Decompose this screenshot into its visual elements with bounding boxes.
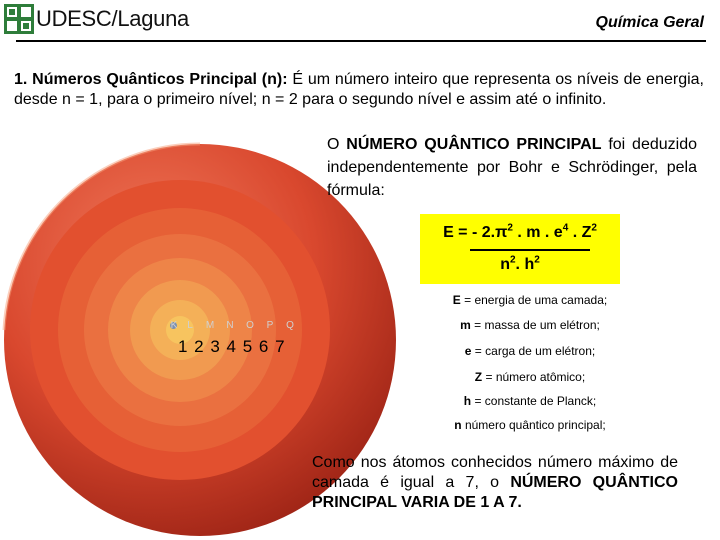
shell-letter: M	[205, 320, 215, 331]
brand-name: UDESC/Laguna	[36, 6, 189, 31]
formula-denominator	[420, 256, 620, 274]
legend-symbol: e	[464, 344, 472, 358]
shell-letter: O	[246, 320, 254, 331]
shell-letter-labels	[168, 320, 300, 331]
shell-letter: N	[226, 320, 234, 331]
legend-item	[400, 293, 660, 307]
legend-item	[400, 344, 660, 358]
legend-symbol: E	[452, 293, 461, 307]
shell-letter: L	[187, 320, 193, 331]
course-title: Química Geral	[595, 14, 704, 31]
formula-part: . Z	[568, 224, 592, 241]
legend-item	[400, 318, 660, 332]
legend-text: = constante de Planck;	[471, 394, 597, 408]
conclusion-paragraph	[312, 453, 678, 513]
formula-numerator	[420, 224, 620, 242]
header	[0, 0, 720, 42]
pi-symbol: π	[495, 224, 508, 241]
udesc-logo	[4, 4, 34, 34]
formula-exponent: 2	[507, 222, 513, 234]
legend-symbol: m	[460, 318, 471, 332]
formula-exponent: 2	[591, 222, 597, 234]
formula-part: . m . e	[512, 224, 563, 241]
conclusion-text: Como nos átomos conhecidos número máximo de camada é igual a 7, o	[312, 454, 678, 491]
legend-item	[400, 394, 660, 408]
formula-part: n	[500, 256, 510, 273]
legend-symbol: h	[463, 394, 472, 408]
shell-letter: K	[170, 320, 178, 331]
derivation-emphasis: NÚMERO QUÂNTICO PRINCIPAL	[346, 136, 602, 153]
formula-exponent: 4	[562, 222, 569, 234]
intro-heading: 1. Números Quânticos Principal (n):	[14, 71, 288, 88]
derivation-paragraph	[327, 133, 697, 202]
legend-text: número quântico principal;	[461, 418, 606, 432]
legend-item	[400, 370, 660, 384]
formula-part: E = - 2.	[443, 224, 496, 241]
formula-box	[420, 214, 620, 284]
intro-paragraph	[14, 70, 704, 110]
header-divider	[16, 40, 706, 42]
shell-letter: P	[266, 320, 274, 331]
conclusion-emphasis: NÚMERO QUÂNTICO PRINCIPAL VARIA DE 1 A 7.	[312, 474, 679, 511]
formula-exponent: 2	[534, 254, 540, 266]
legend-text: = massa de um elétron;	[470, 318, 600, 332]
shell-number-labels: 1 2 3 4 5 6 7	[178, 337, 285, 356]
shell-letter: Q	[286, 320, 294, 331]
derivation-prefix: O	[327, 136, 347, 153]
legend-symbol: n	[454, 418, 462, 432]
legend-symbol: Z	[474, 370, 483, 384]
fraction-bar	[470, 249, 590, 251]
legend-item	[400, 418, 660, 432]
formula-exponent: 2	[509, 254, 516, 266]
legend-text: = energia de uma camada;	[460, 293, 608, 307]
intro-text: É um número inteiro que representa os níveis de energia, desde n = 1, para o primeiro nível; n = 2 para o segundo nível e assim até o infinito.	[14, 71, 705, 108]
legend-text: = número atômico;	[482, 370, 586, 384]
derivation-suffix: foi deduzido independentemente por Bohr e Schrödinger, pela fórmula:	[327, 136, 698, 199]
formula-part: . h	[515, 256, 535, 273]
legend-text: = carga de um elétron;	[471, 344, 596, 358]
